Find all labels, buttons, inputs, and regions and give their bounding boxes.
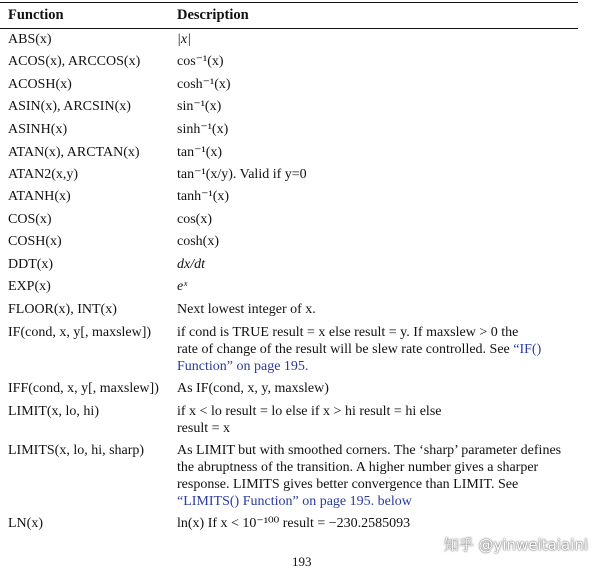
- function-description: |x|: [177, 32, 191, 47]
- function-name: ASIN(x), ARCSIN(x): [8, 99, 131, 114]
- function-description: As IF(cond, x, y, maxslew): [177, 381, 329, 396]
- description-column-header: Description: [177, 7, 249, 23]
- function-description: As LIMIT but with smoothed corners. The ‘sharp’ parameter defines the abruptness of the transition. A higher number gives a sharper response. LIMITS gives better convergence than LIMIT. See “LIMITS() Function” on page 195. below: [177, 442, 577, 510]
- function-description: sinh⁻¹(x): [177, 122, 229, 137]
- function-description: tan⁻¹(x): [177, 145, 223, 160]
- function-name: ACOSH(x): [8, 77, 72, 92]
- function-name: ABS(x): [8, 32, 52, 47]
- watermark: 知乎 @yinweitaiaini: [443, 536, 588, 554]
- function-description: dx/dt: [177, 257, 205, 272]
- function-name: ACOS(x), ARCCOS(x): [8, 54, 141, 69]
- function-name: FLOOR(x), INT(x): [8, 302, 117, 317]
- function-description: cos(x): [177, 212, 212, 227]
- function-description: if cond is TRUE result = x else result = y. If maxslew > 0 the rate of change of the result will be slew rate controlled. See “IF() Function” on page 195.: [177, 324, 577, 375]
- page-number: 193: [292, 554, 312, 569]
- function-description: cosh(x): [177, 234, 219, 249]
- function-name: IF(cond, x, y[, maxslew]): [8, 325, 152, 340]
- function-description: tanh⁻¹(x): [177, 189, 230, 204]
- function-name: ATAN(x), ARCTAN(x): [8, 145, 140, 160]
- header-rule: [0, 28, 578, 29]
- function-name: ATANH(x): [8, 189, 71, 204]
- if-function-link[interactable]: “IF(): [513, 342, 542, 357]
- function-name: LN(x): [8, 516, 43, 531]
- function-description: cos⁻¹(x): [177, 54, 224, 69]
- function-description: tan⁻¹(x/y). Valid if y=0: [177, 167, 307, 182]
- function-name: IFF(cond, x, y[, maxslew]): [8, 381, 159, 396]
- function-name: DDT(x): [8, 257, 54, 272]
- function-name: LIMITS(x, lo, hi, sharp): [8, 443, 145, 458]
- function-column-header: Function: [8, 7, 64, 23]
- function-name: COS(x): [8, 212, 52, 227]
- function-description: if x < lo result = lo else if x > hi result = hi else result = x: [177, 404, 442, 436]
- table-top-rule: [0, 2, 578, 3]
- function-description: cosh⁻¹(x): [177, 77, 231, 92]
- function-description: eˣ: [177, 279, 188, 294]
- function-name: EXP(x): [8, 279, 51, 294]
- function-name: ASINH(x): [8, 122, 68, 137]
- function-description: Next lowest integer of x.: [177, 302, 316, 317]
- function-name: ATAN2(x,y): [8, 167, 79, 182]
- function-description: ln(x) If x < 10⁻¹⁰⁰ result = −230.2585093: [177, 516, 411, 531]
- limits-function-link[interactable]: “LIMITS() Function” on page 195. below: [177, 494, 412, 509]
- if-function-link-cont[interactable]: Function” on page 195.: [177, 359, 309, 374]
- function-name: COSH(x): [8, 234, 62, 249]
- function-name: LIMIT(x, lo, hi): [8, 404, 99, 419]
- function-description: sin⁻¹(x): [177, 99, 222, 114]
